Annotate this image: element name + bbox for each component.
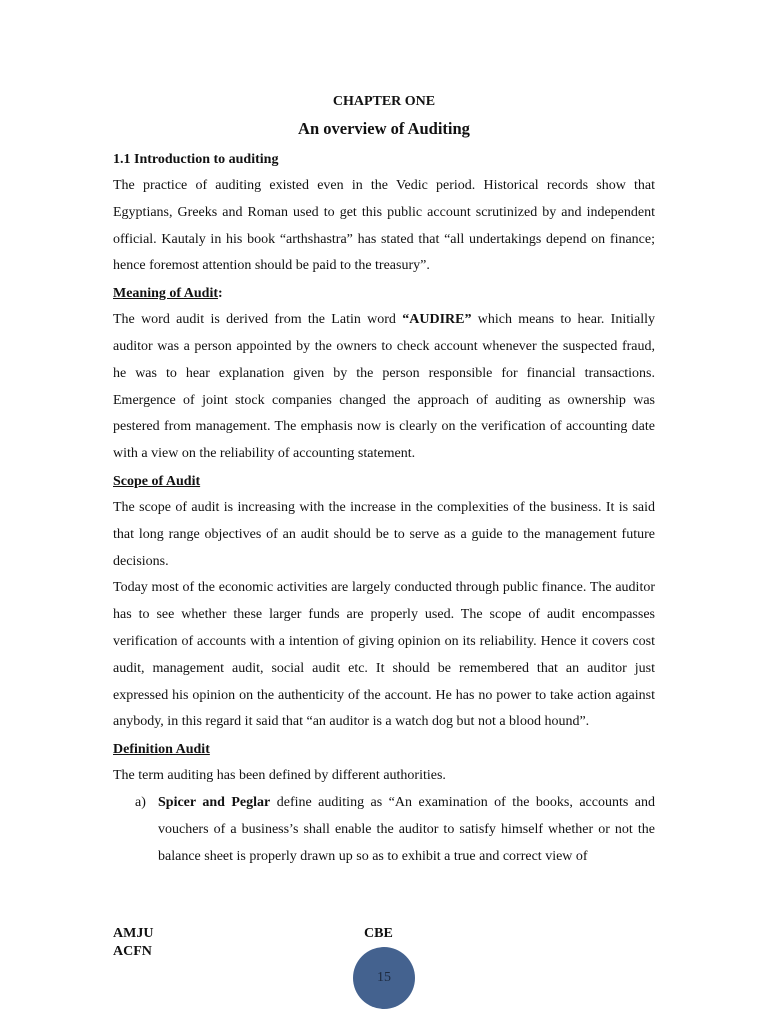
list-marker: a) [135, 794, 146, 810]
document-page [113, 93, 655, 870]
scope-paragraph-1: The scope of audit is increasing with the increase in the complexities of the business. It is said that long range objectives of an audit should be to serve as a guide to the management future decisions. [113, 499, 655, 569]
definition-list [113, 790, 655, 870]
definition-heading-line [113, 736, 655, 763]
definition-text: define auditing as “An examination of the books, accounts and vouchers of a business’s shall enable the auditor to satisfy himself whether or not the balance sheet is properly drawn up so as to exhibit a true and correct view of [158, 794, 655, 864]
scope-paragraph-2: Today most of the economic activities are largely conducted through public finance. The auditor has to see whether these larger funds are properly used. The scope of audit encompasses verification of accounts with a intention of giving opinion on its reliability. Hence it covers cost audit, management audit, social audit etc. It should be remembered that an auditor just expressed his opinion on the authenticity of the account. He has no power to take action against anybody, in this regard it said that “an auditor is a watch dog but not a blood hound”. [113, 580, 655, 730]
page-number: 15 [377, 970, 391, 985]
chapter-title: An overview of Auditing [298, 119, 470, 138]
meaning-bold-word: “AUDIRE” [402, 312, 472, 328]
meaning-text-before: The word audit is derived from the Latin word [113, 312, 403, 328]
chapter-label: CHAPTER ONE [332, 94, 436, 109]
footer-left-line-2: ACFN [113, 944, 152, 959]
footer-left-line-1: AMJU [113, 926, 154, 941]
meaning-heading: Meaning of Audit [113, 286, 219, 302]
scope-heading: Scope of Audit [113, 473, 201, 489]
scope-heading-line [113, 468, 655, 495]
definition-heading: Definition Audit [113, 742, 210, 758]
intro-heading: 1.1 Introduction to auditing [113, 152, 279, 167]
meaning-heading-line [113, 280, 655, 307]
list-item [113, 790, 655, 870]
definition-author: Spicer and Peglar [158, 794, 271, 810]
footer-left [113, 925, 153, 961]
meaning-text-after: which means to hear. Initially auditor was a person appointed by the owners to check account whenever the suspected fraud, he was to hear explanation given by the person responsible for financial transactions. Emergence of joint stock companies changed the approach of auditing as ownership was pestered from management. The emphasis now is clearly on the verification of accounting date with a view on the reliability of accounting statement. [113, 312, 656, 462]
page-number-badge [353, 947, 415, 1009]
definition-intro: The term auditing has been defined by different authorities. [113, 768, 446, 784]
footer-center: CBE [364, 926, 393, 941]
meaning-heading-colon: : [218, 286, 223, 302]
intro-paragraph: The practice of auditing existed even in the Vedic period. Historical records show that Egyptians, Greeks and Roman used to get this public account scrutinized by and independent official. Kautaly in his book “arthshastra” has stated that “all undertakings depend on finance; hence foremost attention should be paid to the treasury”. [113, 178, 655, 274]
meaning-paragraph [113, 307, 655, 468]
